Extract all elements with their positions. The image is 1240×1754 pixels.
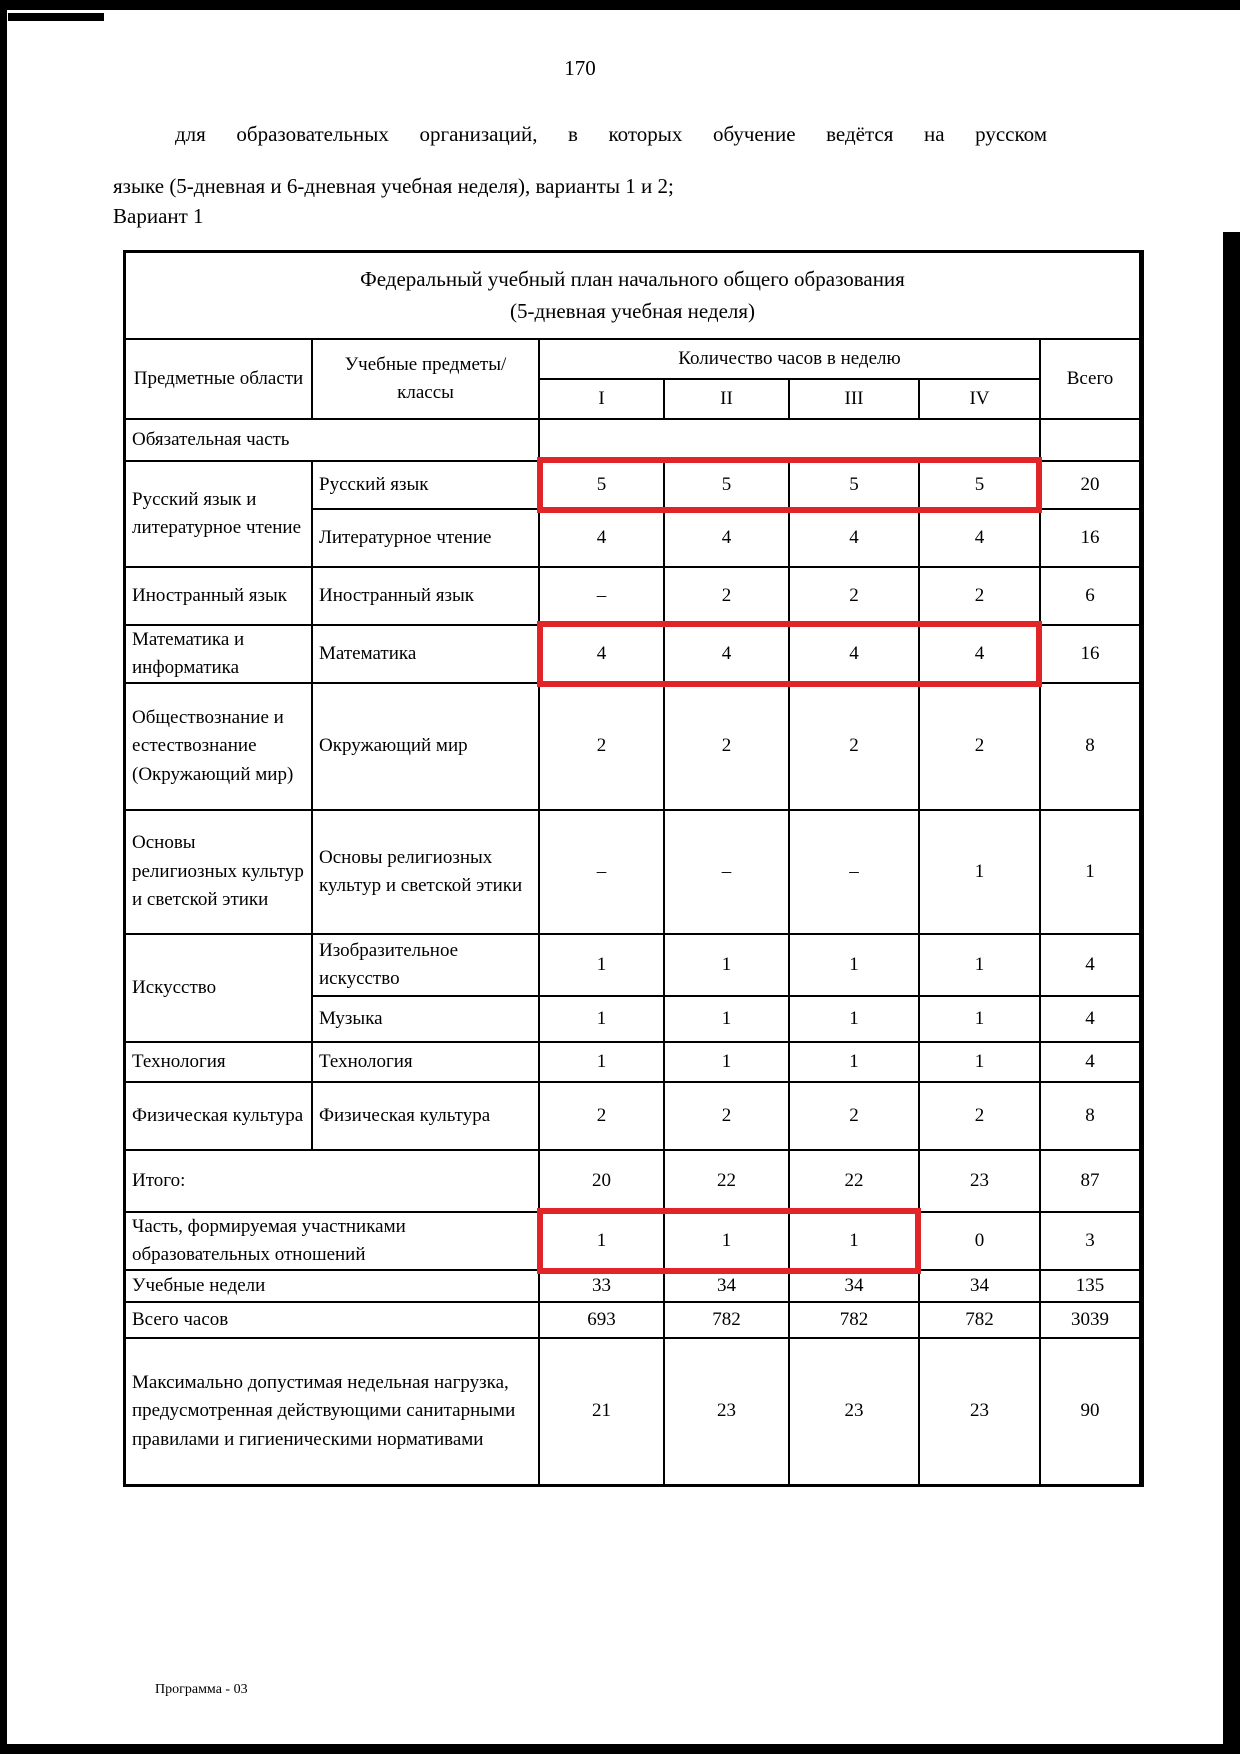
- cell-hours: 1: [540, 997, 663, 1041]
- area-foreign-language: Иностранный язык: [126, 568, 311, 624]
- summary-school-weeks-label: Учебные недели: [126, 1271, 538, 1301]
- cell-hours: 2: [790, 1083, 918, 1149]
- table-title-line2: (5-дневная учебная неделя): [509, 298, 756, 323]
- cell-hours: 1: [790, 1043, 918, 1081]
- cell-hours: 1: [790, 1213, 918, 1269]
- subject-literary-reading: Литературное чтение: [313, 510, 538, 566]
- intro-paragraph: [113, 108, 1047, 212]
- cell-total: 20: [1041, 462, 1139, 508]
- cell-hours: 1: [540, 1213, 663, 1269]
- header-subject-areas: Предметные области: [126, 340, 311, 418]
- area-art: Искусство: [126, 935, 311, 1041]
- area-physical-culture: Физическая культура: [126, 1083, 311, 1149]
- cell-hours: 1: [790, 997, 918, 1041]
- scan-edge-bottom: [0, 1744, 1240, 1754]
- area-russian-language: Русский язык и литературное чтение: [126, 462, 311, 566]
- section-empty-hours: [540, 420, 1039, 460]
- summary-itogo-label: Итого:: [126, 1151, 538, 1211]
- summary-formed-part-label: Часть, формируемая участниками образовательных отношений: [126, 1213, 538, 1269]
- page-number: 170: [564, 56, 596, 80]
- cell-total: 4: [1041, 935, 1139, 995]
- table-title-line1: Федеральный учебный план начального общего образования: [360, 267, 905, 291]
- cell-hours: 1: [920, 997, 1039, 1041]
- cell-total: 90: [1041, 1339, 1139, 1484]
- cell-hours: 2: [790, 684, 918, 809]
- cell-hours: 1: [920, 811, 1039, 933]
- subject-foreign-language: Иностранный язык: [313, 568, 538, 624]
- cell-total: 3: [1041, 1213, 1139, 1269]
- cell-hours: 782: [665, 1303, 788, 1337]
- subject-technology: Технология: [313, 1043, 538, 1081]
- cell-hours: 2: [540, 1083, 663, 1149]
- cell-hours: 34: [920, 1271, 1039, 1301]
- subject-physical-culture: Физическая культура: [313, 1083, 538, 1149]
- table-title: [126, 253, 1139, 338]
- cell-total: 16: [1041, 626, 1139, 682]
- scan-edge-right: [1223, 232, 1240, 1754]
- cell-hours: 33: [540, 1271, 663, 1301]
- cell-hours: 4: [540, 510, 663, 566]
- cell-hours: 34: [790, 1271, 918, 1301]
- scan-edge-left: [0, 0, 7, 1754]
- cell-hours: 23: [920, 1151, 1039, 1211]
- cell-hours: 5: [790, 462, 918, 508]
- cell-total: 6: [1041, 568, 1139, 624]
- area-technology: Технология: [126, 1043, 311, 1081]
- cell-hours: 1: [665, 935, 788, 995]
- cell-hours: 782: [920, 1303, 1039, 1337]
- cell-hours: –: [540, 811, 663, 933]
- cell-hours: 1: [665, 1213, 788, 1269]
- section-empty-total: [1041, 420, 1139, 460]
- header-grade-3: III: [790, 380, 918, 418]
- cell-hours: 34: [665, 1271, 788, 1301]
- cell-hours: 1: [540, 935, 663, 995]
- area-religious-cultures: Основы религиозных культур и светской этики: [126, 811, 311, 933]
- cell-hours: 22: [665, 1151, 788, 1211]
- header-grade-2: II: [665, 380, 788, 418]
- header-grade-4: IV: [920, 380, 1039, 418]
- cell-hours: 23: [790, 1339, 918, 1484]
- cell-total: 8: [1041, 684, 1139, 809]
- cell-hours: –: [540, 568, 663, 624]
- subject-music: Музыка: [313, 997, 538, 1041]
- cell-hours: 2: [665, 568, 788, 624]
- cell-total: 16: [1041, 510, 1139, 566]
- intro-paragraph-line2: языке (5-дневная и 6-дневная учебная неделя), варианты 1 и 2;: [113, 174, 674, 198]
- cell-total: 3039: [1041, 1303, 1139, 1337]
- cell-hours: 4: [920, 626, 1039, 682]
- subject-fine-art: Изобразительное искусство: [313, 935, 538, 995]
- cell-total: 4: [1041, 997, 1139, 1041]
- cell-hours: 782: [790, 1303, 918, 1337]
- subject-world-around: Окружающий мир: [313, 684, 538, 809]
- area-mathematics: Математика и информатика: [126, 626, 311, 682]
- curriculum-table: [123, 250, 1144, 1487]
- cell-hours: 2: [665, 684, 788, 809]
- scan-edge-top: [0, 0, 1240, 10]
- subject-mathematics: Математика: [313, 626, 538, 682]
- cell-total: 1: [1041, 811, 1139, 933]
- cell-hours: 5: [665, 462, 788, 508]
- area-social-natural-science: Обществознание и естествознание (Окружающий мир): [126, 684, 311, 809]
- cell-hours: 5: [540, 462, 663, 508]
- cell-hours: 1: [790, 935, 918, 995]
- cell-hours: 4: [920, 510, 1039, 566]
- cell-hours: 693: [540, 1303, 663, 1337]
- cell-hours: 23: [665, 1339, 788, 1484]
- header-total: Всего: [1041, 340, 1139, 418]
- cell-total: 8: [1041, 1083, 1139, 1149]
- cell-hours: 2: [665, 1083, 788, 1149]
- cell-hours: –: [665, 811, 788, 933]
- variant-label: Вариант 1: [113, 204, 204, 228]
- cell-hours: 2: [540, 684, 663, 809]
- cell-hours: 4: [665, 626, 788, 682]
- cell-hours: 4: [540, 626, 663, 682]
- cell-hours: 22: [790, 1151, 918, 1211]
- cell-total: 135: [1041, 1271, 1139, 1301]
- cell-total: 87: [1041, 1151, 1139, 1211]
- subject-russian-language: Русский язык: [313, 462, 538, 508]
- cell-hours: 5: [920, 462, 1039, 508]
- footer-program-code: Программа - 03: [155, 1682, 248, 1697]
- cell-hours: –: [790, 811, 918, 933]
- summary-total-hours-label: Всего часов: [126, 1303, 538, 1337]
- cell-hours: 4: [665, 510, 788, 566]
- header-subjects: Учебные предметы/ классы: [313, 340, 538, 418]
- cell-total: 4: [1041, 1043, 1139, 1081]
- cell-hours: 2: [920, 1083, 1039, 1149]
- intro-paragraph-line1: для образовательных организаций, в которых обучение ведётся на русском: [175, 122, 1047, 146]
- cell-hours: 1: [665, 997, 788, 1041]
- header-grade-1: I: [540, 380, 663, 418]
- cell-hours: 4: [790, 510, 918, 566]
- cell-hours: 2: [790, 568, 918, 624]
- cell-hours: 1: [920, 1043, 1039, 1081]
- cell-hours: 23: [920, 1339, 1039, 1484]
- cell-hours: 4: [790, 626, 918, 682]
- cell-hours: 1: [540, 1043, 663, 1081]
- subject-religious-cultures: Основы религиозных культур и светской этики: [313, 811, 538, 933]
- cell-hours: 1: [665, 1043, 788, 1081]
- cell-hours: 2: [920, 568, 1039, 624]
- header-hours-per-week: Количество часов в неделю: [540, 340, 1039, 378]
- cell-hours: 0: [920, 1213, 1039, 1269]
- scan-artifact-blob: [8, 13, 104, 21]
- cell-hours: 21: [540, 1339, 663, 1484]
- summary-max-load-label: Максимально допустимая недельная нагрузка, предусмотренная действующими санитарными правилами и гигиеническими нормативами: [126, 1339, 538, 1484]
- cell-hours: 1: [920, 935, 1039, 995]
- section-mandatory-part: Обязательная часть: [126, 420, 538, 460]
- cell-hours: 2: [920, 684, 1039, 809]
- cell-hours: 20: [540, 1151, 663, 1211]
